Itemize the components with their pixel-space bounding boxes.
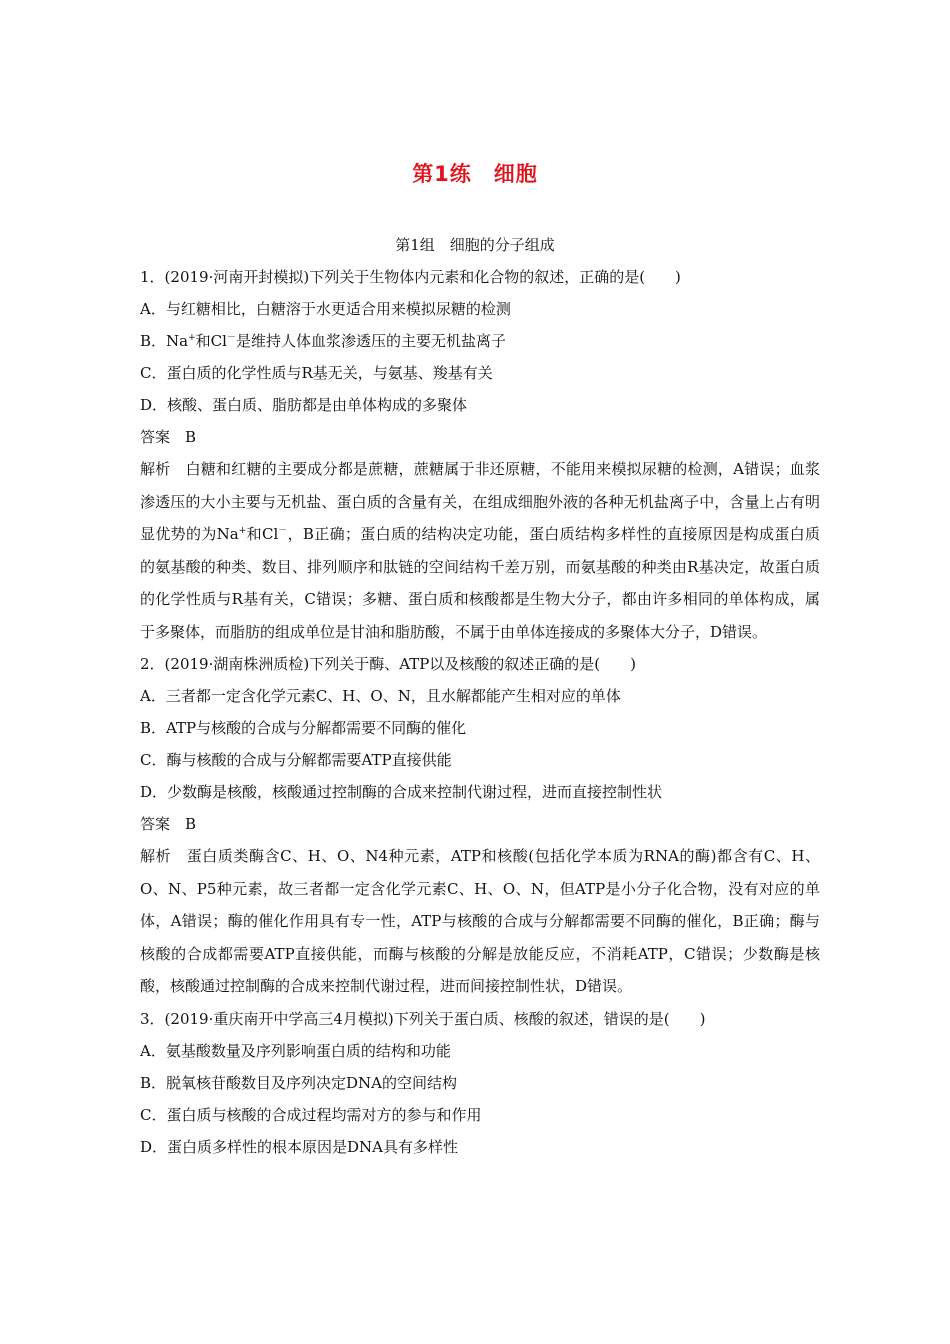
option-b-mid: 和Cl bbox=[195, 332, 227, 350]
question-1-stem: 1．(2019·河南开封模拟)下列关于生物体内元素和化合物的叙述，正确的是( ) bbox=[140, 268, 681, 286]
question-1-option-c: C．蛋白质的化学性质与R基无关，与氨基、羧基有关 bbox=[140, 364, 493, 382]
question-3-stem: 3．(2019·重庆南开中学高三4月模拟)下列关于蛋白质、核酸的叙述，错误的是( ) bbox=[140, 1009, 706, 1028]
question-3-option-a: A．氨基酸数量及序列影响蛋白质的结构和功能 bbox=[140, 1041, 451, 1060]
question-2-analysis: 解析 蛋白质类酶含C、H、O、N4种元素，ATP和核酸(包括化学本质为RNA的酶)都含有C、H、O、N、P5种元素，故三者都一定含化学元素C、H、O、N，但ATP是小分子化合物，没有对应的单体，A错误；酶的催化作用具有专一性，ATP与核酸的合成与分解都需要不同酶的催化，B正确；酶与核酸的合成都需要ATP直接供能，而酶与核酸的分解是放能反应，不消耗ATP，C错误；少数酶是核酸，核酸通过控制酶的合成来控制代谢过程，进而间接控制性状，D错误。 bbox=[140, 847, 820, 995]
question-1-option-d: D．核酸、蛋白质、脂肪都是由单体构成的多聚体 bbox=[140, 396, 468, 414]
question-1-answer: 答案 B bbox=[140, 428, 197, 446]
document-body bbox=[140, 261, 820, 1163]
question-2-option-d: D．少数酶是核酸，核酸通过控制酶的合成来控制代谢过程，进而直接控制性状 bbox=[140, 783, 663, 801]
section-heading: 第1组 细胞的分子组成 bbox=[395, 236, 555, 254]
analysis-part-2: 和Cl bbox=[246, 525, 279, 543]
superscript-minus: － bbox=[278, 526, 288, 536]
analysis-part-1: 解析 白糖和红糖的主要成分都是蔗糖，蔗糖属于非还原糖，不能用来模拟尿糖的检测，A错误；血浆渗透压的大小主要与无机盐、蛋白质的含量有关，在组成细胞外液的各种无机盐离子中，含量上占有明显优势的为Na bbox=[140, 460, 820, 543]
question-2-option-c: C．酶与核酸的合成与分解都需要ATP直接供能 bbox=[140, 751, 452, 769]
superscript-minus: － bbox=[226, 333, 236, 343]
question-2-answer: 答案 B bbox=[140, 815, 197, 833]
analysis-part-3: ，B正确；蛋白质的结构决定功能，蛋白质结构多样性的直接原因是构成蛋白质的氨基酸的种类、数目、排列顺序和肽链的空间结构千差万别，而氨基酸的种类由R基决定，故蛋白质的化学性质与R基有关，C错误；多糖、蛋白质和核酸都是生物大分子，都由许多相同的单体构成，属于多聚体，而脂肪的组成单位是甘油和脂肪酸，不属于由单体连接成的多聚体大分子，D错误。 bbox=[140, 525, 820, 641]
superscript-plus: + bbox=[238, 526, 247, 536]
question-2-option-b: B．ATP与核酸的合成与分解都需要不同酶的催化 bbox=[140, 719, 467, 737]
question-2-stem: 2．(2019·湖南株洲质检)下列关于酶、ATP以及核酸的叙述正确的是( ) bbox=[140, 655, 637, 673]
question-3-option-c: C．蛋白质与核酸的合成过程均需对方的参与和作用 bbox=[140, 1105, 482, 1124]
question-1-option-a: A．与红糖相比，白糖溶于水更适合用来模拟尿糖的检测 bbox=[140, 300, 511, 318]
question-1-option-b bbox=[140, 325, 820, 357]
question-3-option-b: B．脱氧核苷酸数目及序列决定DNA的空间结构 bbox=[140, 1073, 458, 1092]
option-b-suffix: 是维持人体血浆渗透压的主要无机盐离子 bbox=[235, 332, 506, 350]
question-2-option-a: A．三者都一定含化学元素C、H、O、N，且水解都能产生相对应的单体 bbox=[140, 687, 621, 705]
superscript-plus: + bbox=[188, 333, 196, 343]
option-b-prefix: B．Na bbox=[140, 332, 189, 350]
question-1-analysis bbox=[140, 453, 820, 648]
question-3-option-d: D．蛋白质多样性的根本原因是DNA具有多样性 bbox=[140, 1137, 459, 1156]
page-title: 第1练 细胞 bbox=[412, 162, 538, 186]
